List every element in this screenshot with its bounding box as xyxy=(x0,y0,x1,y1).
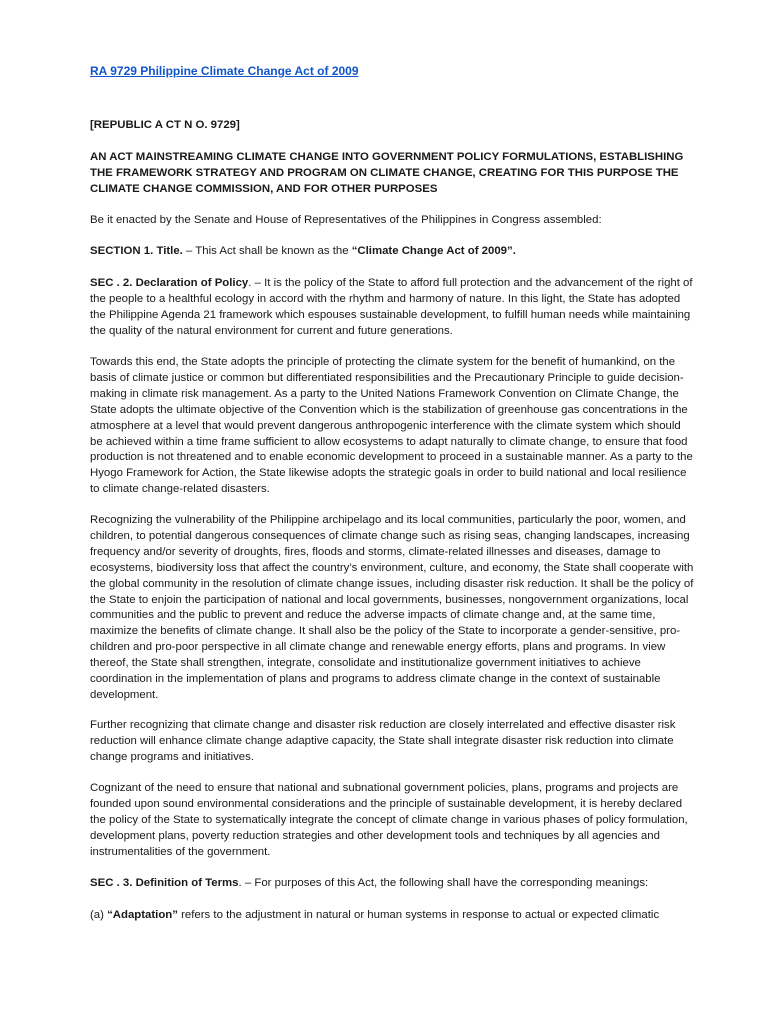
section-3: SEC . 3. Definition of Terms. – For purposes of this Act, the following shall have the corresponding meanings: xyxy=(90,877,649,889)
definition-term-adaptation: “Adaptation” xyxy=(107,909,178,921)
section-1-heading: SECTION 1. Title. xyxy=(90,245,183,257)
section-1-short-title: “Climate Change Act of 2009”. xyxy=(351,245,516,257)
section-2-paragraph-5: Cognizant of the need to ensure that national and subnational government policies, plans, programs and projects are founded upon sound environmental considerations and the principle of sustainable development, it is hereby declared the policy of the State to systematically integrate the concept of climate change in various phases of policy formulation, development plans, poverty reduction strategies and other development tools and techniques by all agencies and instrumentalities of the government. xyxy=(90,782,688,858)
section-2-paragraph-2: Towards this end, the State adopts the principle of protecting the climate system for the benefit of humankind, on the basis of climate justice or common but differentiated responsibilities and the Precautionary Principle to guide decision-making in climate risk management. As a party to the United Nations Framework Convention on Climate Change, the State adopts the ultimate objective of the Convention which is the stabilization of greenhouse gas concentrations in the atmosphere at a level that would prevent dangerous anthropogenic interference with the climate system which should be achieved within a time frame sufficient to allow ecosystems to adapt naturally to climate change, to ensure that food production is not threatened and to enable economic development to proceed in a sustainable manner. As a party to the Hyogo Framework for Action, the State likewise adopts the strategic goals in order to build national and local resilience to climate change-related disasters. xyxy=(90,356,693,496)
section-3-heading: SEC . 3. Definition of Terms xyxy=(90,877,239,889)
enacting-clause: Be it enacted by the Senate and House of Representatives of the Philippines in Congress assembled: xyxy=(90,214,602,226)
act-title: AN ACT MAINSTREAMING CLIMATE CHANGE INTO GOVERNMENT POLICY FORMULATIONS, ESTABLISHING THE FRAMEWORK STRATEGY AND PROGRAM ON CLIMATE CHANGE, CREATING FOR THIS PURPOSE THE CLIMATE CHANGE COMMISSION, AND FOR OTHER PURPOSES xyxy=(90,151,684,195)
document-title-link[interactable]: RA 9729 Philippine Climate Change Act of 2009 xyxy=(90,64,359,78)
section-1: SECTION 1. Title. – This Act shall be known as the “Climate Change Act of 2009”. xyxy=(90,245,516,257)
section-2-paragraph-3: Recognizing the vulnerability of the Philippine archipelago and its local communities, particularly the poor, women, and children, to potential dangerous consequences of climate change such as rising seas, changing landscapes, increasing frequency and/or severity of droughts, fires, floods and storms, climate-related illnesses and diseases, damage to ecosystems, biodiversity loss that affect the country’s environment, culture, and economy, the State shall cooperate with the global community in the resolution of climate change issues, including disaster risk reduction. It shall be the policy of the State to enjoin the participation of national and local governments, businesses, nongovernment organizations, local communities and the public to prevent and reduce the adverse impacts of climate change and, at the same time, maximize the benefits of climate change. It shall also be the policy of the State to incorporate a gender-sensitive, pro-children and pro-poor perspective in all climate change and renewable energy efforts, plans and programs. In view thereof, the State shall strengthen, integrate, consolidate and institutionalize government initiatives to achieve coordination in the implementation of plans and programs to address climate change in the context of sustainable development. xyxy=(90,514,694,701)
republic-act-label: [REPUBLIC A CT N O. 9729] xyxy=(90,119,240,131)
section-2-heading: SEC . 2. Declaration of Policy xyxy=(90,277,249,289)
section-2-paragraph-1: SEC . 2. Declaration of Policy. – It is the policy of the State to afford full protection and the advancement of the right of the people to a healthful ecology in accord with the rhythm and harmony of nature. In this light, the State has adopted the Philippine Agenda 21 framework which espouses sustainable development, to fulfill human needs while maintaining the quality of the natural environment for current and future generations. xyxy=(90,277,693,337)
section-2-paragraph-4: Further recognizing that climate change and disaster risk reduction are closely interrelated and effective disaster risk reduction will enhance climate change adaptive capacity, the State shall integrate disaster risk reduction into climate change programs and initiatives. xyxy=(90,719,676,763)
definition-item-a: (a) “Adaptation” refers to the adjustment in natural or human systems in response to actual or expected climatic xyxy=(90,909,660,921)
